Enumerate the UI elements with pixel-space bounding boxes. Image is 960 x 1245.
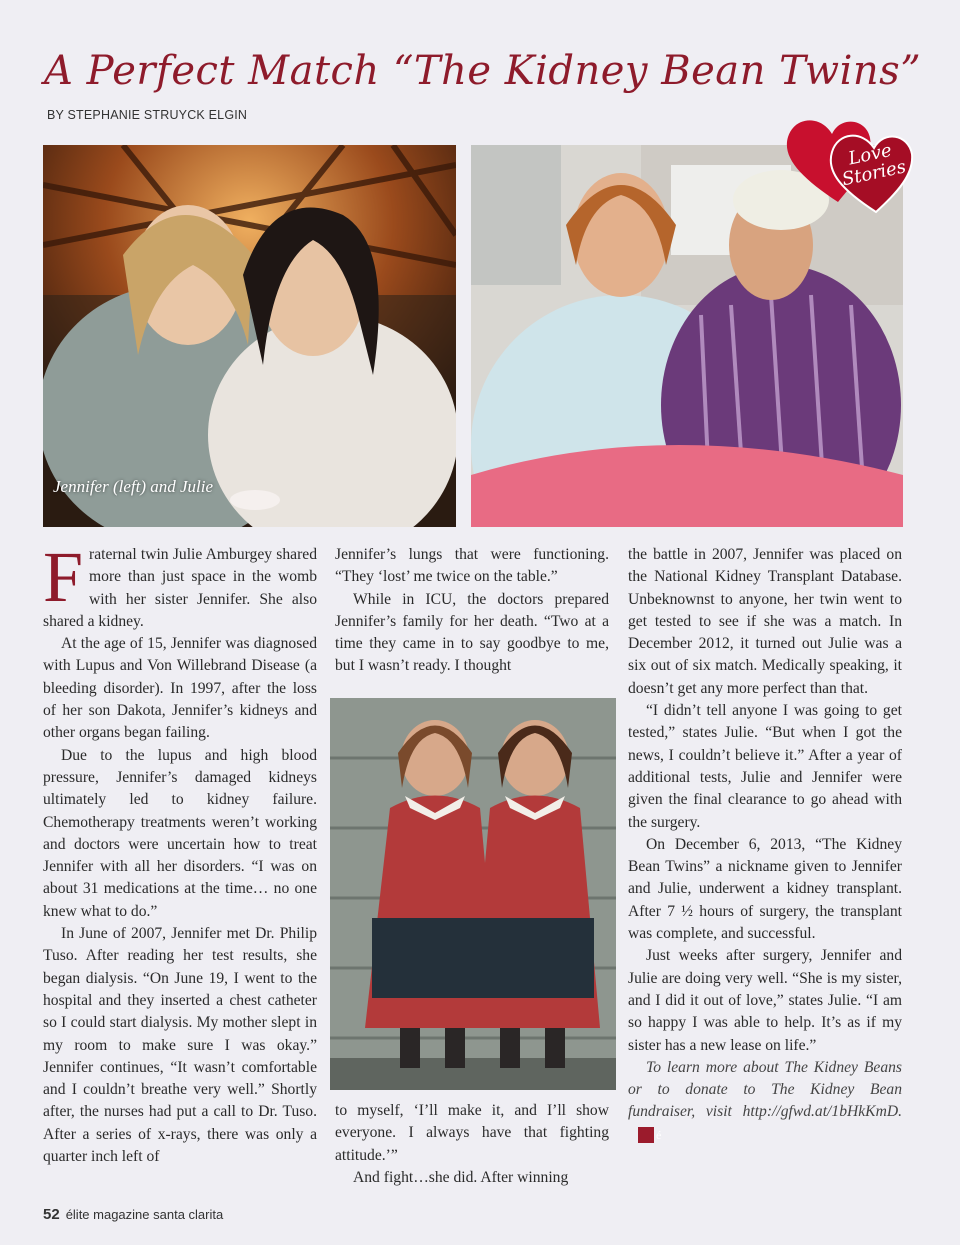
paragraph: In June of 2007, Jennifer met Dr. Philip Tuso. After reading her test results, she began dialysis. “On June 19, I went to the hospital and they inserted a chest catheter so I could start dialysis. My mother slept in my room to make sure I was okay.” Jennifer continues, “It wasn’t comfortable and I couldn’t breathe very well.” Shortly after, the nurses had put a call to Dr. Tuso. After a series of x-rays, there was only a quarter inch left of	[43, 925, 317, 1166]
paragraph: Just weeks after surgery, Jennifer and Julie are doing very well. “She is my sister, and I did it out of love,” states Julie. “I am so happy I was able to help. It’s as if my sister has a new lease on life.”	[628, 947, 902, 1054]
paragraph: While in ICU, the doctors prepared Jennifer’s family for her death. “Two at a time they came in to say goodbye to me, but I wasn’t ready. I thought	[335, 590, 609, 675]
column-2-top	[335, 544, 609, 678]
paragraph: Fraternal twin Julie Amburgey shared more than just space in the womb with her sister Jennifer. She also shared a kidney.	[43, 537, 317, 630]
love-stories-badge: Love Stories	[840, 139, 908, 191]
photo-caption: Jennifer (left) and Julie	[53, 477, 214, 496]
paragraph: Due to the lupus and high blood pressure, Jennifer’s damaged kidneys ultimately led to kidney failure. Chemotherapy treatments weren’t working and doctors were uncertain how to treat Jennifer with all her disorders. “I was on about 31 medications at the time… no one knew what to do.”	[43, 746, 317, 920]
donation-note: To learn more about The Kidney Beans or to donate to The Kidney Bean fundraiser, visit http://gfwd.at/1bHkKmD.é	[628, 1058, 902, 1143]
paragraph: On December 6, 2013, “The Kidney Bean Twins” a nickname given to Jennifer and Julie, underwent a kidney transplant. After 7 ½ hours of surgery, the transplant was complete, and successful.	[628, 835, 902, 943]
byline: BY STEPHANIE STRUYCK ELGIN	[47, 108, 248, 122]
photo-jennifer-and-julie	[43, 145, 456, 527]
publication-name: élite magazine santa clarita	[65, 1207, 224, 1222]
column-2-bottom	[335, 1100, 609, 1189]
page-number: 52	[43, 1206, 60, 1223]
paragraph: And fight…she did. After winning	[353, 1168, 569, 1186]
paragraph: Jennifer’s lungs that were functioning. “They ‘lost’ me twice on the table.”	[335, 546, 609, 586]
article-title: A Perfect Match “The Kidney Bean Twins”	[44, 48, 922, 94]
paragraph: to myself, ‘I’ll make it, and I’ll show everyone. I always have that fighting attitude.’”	[335, 1102, 609, 1164]
photo-twins-childhood	[330, 698, 616, 1090]
paragraph: the battle in 2007, Jennifer was placed on the National Kidney Transplant Database. Unbeknownst to anyone, her twin went to get tested to see if she was a match. In December 2012, it turned out Julie was a six out of six match. Medically speaking, it doesn’t get any more perfect than that.	[628, 546, 902, 697]
drop-cap: F	[43, 537, 84, 617]
page-footer	[43, 1206, 223, 1223]
paragraph: “I didn’t tell anyone I was going to get tested,” states Julie. “But when I got the news, I couldn’t believe it.” After a year of additional tests, Julie and Jennifer were given the final clearance to go ahead with the surgery.	[628, 702, 902, 831]
paragraph: At the age of 15, Jennifer was diagnosed with Lupus and Von Willebrand Disease (a bleeding disorder). In 1997, after the loss of her son Dakota, Jennifer’s kidneys and other organs began failing.	[43, 635, 317, 742]
end-mark-icon: é	[638, 1127, 654, 1143]
column-3	[628, 544, 902, 1146]
column-1	[43, 537, 317, 1168]
